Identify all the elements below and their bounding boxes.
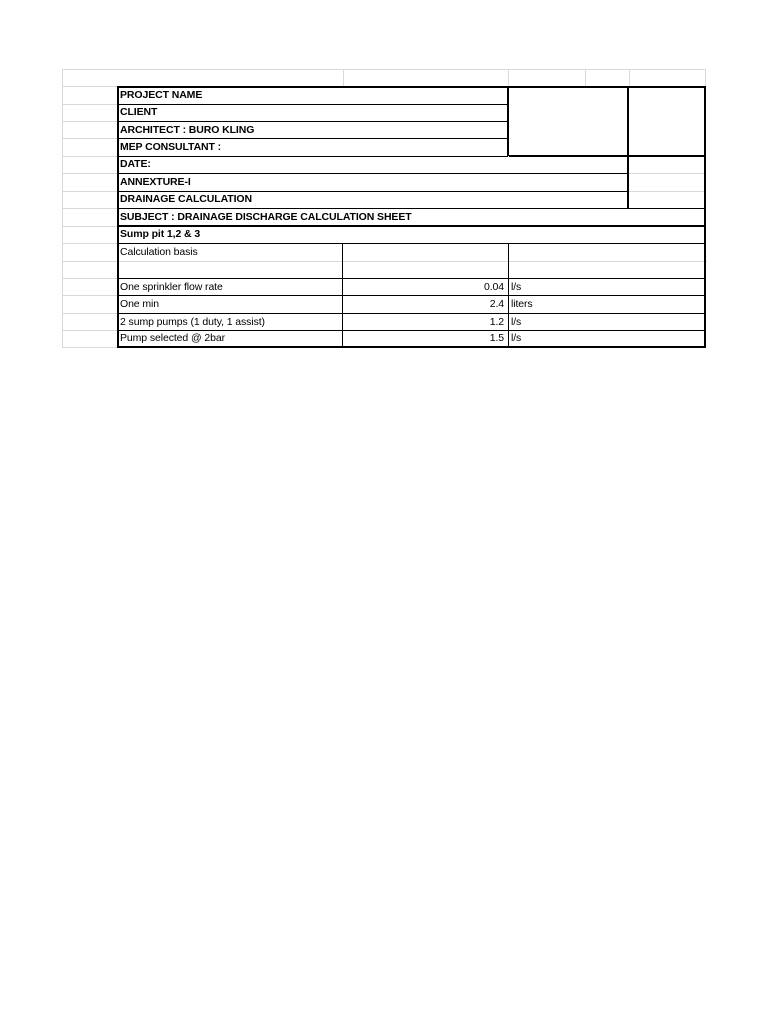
subject-line: SUBJECT : DRAINAGE DISCHARGE CALCULATION SHEET bbox=[120, 211, 412, 223]
client-label: CLIENT bbox=[120, 106, 158, 118]
architect-label: ARCHITECT : BURO KLING bbox=[120, 124, 255, 136]
row-value: 0.04 bbox=[483, 281, 504, 293]
row-value: 1.2 bbox=[489, 316, 504, 328]
row-unit: l/s bbox=[511, 281, 522, 293]
section-title: Sump pit 1,2 & 3 bbox=[120, 228, 201, 240]
row-unit: l/s bbox=[511, 332, 522, 344]
row-description: One sprinkler flow rate bbox=[120, 281, 223, 293]
annexure-label: ANNEXTURE-I bbox=[120, 176, 191, 188]
row-unit: liters bbox=[511, 298, 533, 310]
row-description: One min bbox=[120, 298, 159, 310]
row-description: 2 sump pumps (1 duty, 1 assist) bbox=[120, 316, 265, 328]
row-value: 2.4 bbox=[489, 298, 504, 310]
document-title: DRAINAGE CALCULATION bbox=[120, 193, 252, 205]
mep-consultant-label: MEP CONSULTANT : bbox=[120, 141, 222, 153]
row-description: Pump selected @ 2bar bbox=[120, 332, 225, 344]
row-unit: l/s bbox=[511, 316, 522, 328]
project-name-label: PROJECT NAME bbox=[120, 89, 203, 101]
calculation-basis-label: Calculation basis bbox=[120, 246, 198, 258]
spreadsheet bbox=[62, 69, 706, 348]
row-value: 1.5 bbox=[489, 332, 504, 344]
date-label: DATE: bbox=[120, 158, 151, 170]
